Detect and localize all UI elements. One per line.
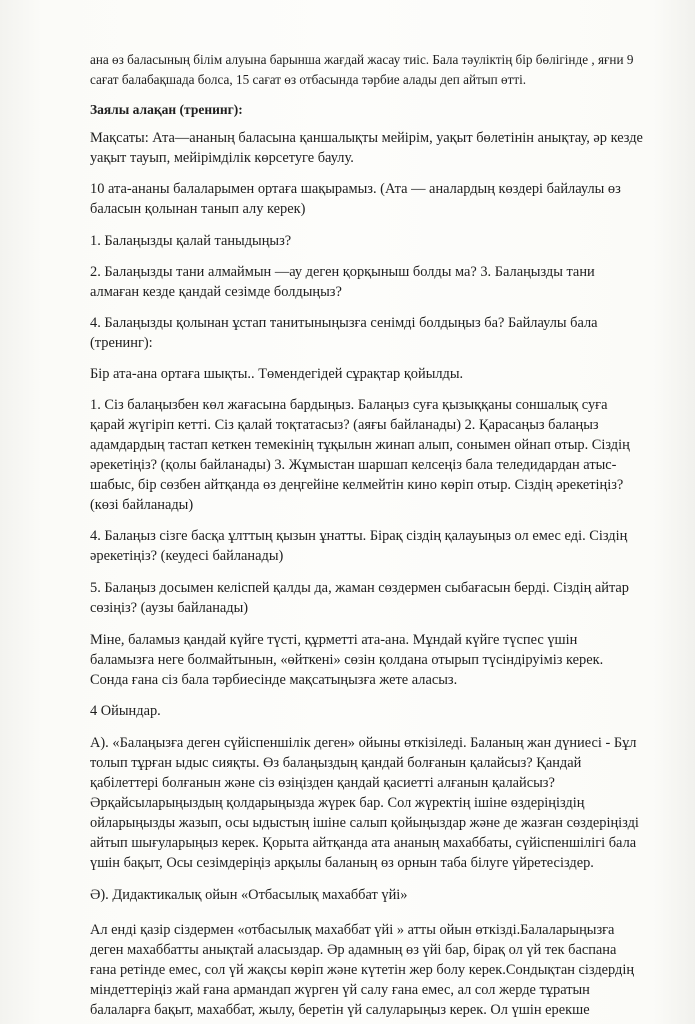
paragraph-intro: ана өз баласының білім алуына барынша жағдай жасау тиіс. Бала тәуліктің бір бөлігінде , яғни 9 сағат балабақшада болса, 15 сағат өз отбасында тәрбие алады деп айтып өтті. <box>90 52 634 87</box>
section-heading-training: Заялы алақан (тренинг): <box>90 102 243 117</box>
question-1: 1. Балаңызды қалай таныдыңыз? <box>90 233 292 249</box>
paragraph-invite: 10 ата-ананы балаларымен ортаға шақырамыз. (Ата — аналардың көздері байлаулы өз баласын қолынан танып алу керек) <box>90 181 621 217</box>
paragraph-conclusion: Міне, баламыз қандай күйге түсті, құрметті ата-ана. Мұндай күйге түспес үшін баламызға неге болмайтынын, «өйткені» сөзін қолдана отырып түсіндіруіміз керек. Сонда ғана сіз бала тәрбиесінде мақсатыңызға жете аласыз. <box>90 632 604 688</box>
scenario-4: 4. Балаңыз сізге басқа ұлттың қызын ұнатты. Бірақ сіздің қалауыңыз ол емес еді. Сіздің әрекетіңіз? (кеудесі байланады) <box>90 528 628 564</box>
section-heading-games: 4 Ойындар. <box>90 703 161 719</box>
paragraph-goal: Мақсаты: Ата—ананың баласына қаншалықты мейірім, уақыт бөлетінін анықтау, әр кезде уақыт тауып, мейірімділік көрсетуге баулу. <box>90 130 643 166</box>
question-4: 4. Балаңызды қолынан ұстап танитыныңызға сенімді болдыңыз ба? Байлаулы бала (тренинг): <box>90 315 598 351</box>
question-2-3: 2. Балаңызды тани алмаймын —ау деген қорқыныш болды ма? 3. Балаңызды тани алмаған кезде қандай сезімде болдыңыз? <box>90 264 595 300</box>
game-b-description: Ал енді қазір сіздермен «отбасылық махаббат үйі » атты ойын өткізді.Балаларыңызға деген махаббатты анықтай аласыздар. Әр адамның өз үйі бар, бірақ ол үй тек баспана ғана ретінде емес, сол үй жақсы көріп және күтетін жер болу керек.Сондықтан сіздердің міндеттеріңіз жай ғана армандап жүрген үй салу ғана емес, ал сол жерде тұратын балаларға бақыт, махаббат, жылу, беретін үй салуларыңыз керек. Ол үшін ерекше <box>90 922 635 1018</box>
game-a-description: А). «Балаңызға деген сүйіспеншілік деген» ойыны өткізіледі. Баланың жан дүниесі - Бұл толып тұрған ыдыс сияқты. Өз балаңыздың қандай болғанын қалайсыз? Қандай қабілеттері болғанын және сіз өзіңізден қандай қасиетті алғанын қалайсыз? Әрқайсыларыңыздың қолдарыңызда жүрек бар. Сол жүректің ішіне өздеріңіздің ойларыңызды жазып, осы ыдыстың ішіне салып қойыңыздар және де жазған сөздеріңізді айтып шығуларыңыз керек. Қорыта айтқанда ата ананың махаббаты, сүйіспеншілігі бала үшін бақыт, Осы сезімдеріңіз арқылы баланың өз орнын таба білуге үйретесіздер. <box>90 735 639 871</box>
game-b-heading: Ә). Дидактикалық ойын «Отбасылық махаббат үйі» <box>90 887 408 903</box>
scenarios-1-3: 1. Сіз балаңызбен көл жағасына бардыңыз. Балаңыз суға қызыққаны соншалық суға қарай жүгіріп кетті. Сіз қалай тоқтатасыз? (аяғы байланады) 2. Қарасаңыз балаңыз адамдардың тастап кеткен темекінің тұқылын жинап алып, сонымен ойнап отыр. Сіздің әрекетіңіз? (қолы байланады) 3. Жұмыстан шаршап келсеңіз бала теледидардан атыс-шабыс, бір сөзбен айтқанда өз деңгейіне келмейтін кино көріп отыр. Сіздің әрекетіңіз? (көзі байланады) <box>90 397 630 513</box>
scenario-5: 5. Балаңыз досымен келіспей қалды да, жаман сөздермен сыбағасын берді. Сіздің айтар сөзіңіз? (аузы байланады) <box>90 580 630 616</box>
paragraph-questions-intro: Бір ата-ана ортаға шықты.. Төмендегідей сұрақтар қойылды. <box>90 366 464 382</box>
